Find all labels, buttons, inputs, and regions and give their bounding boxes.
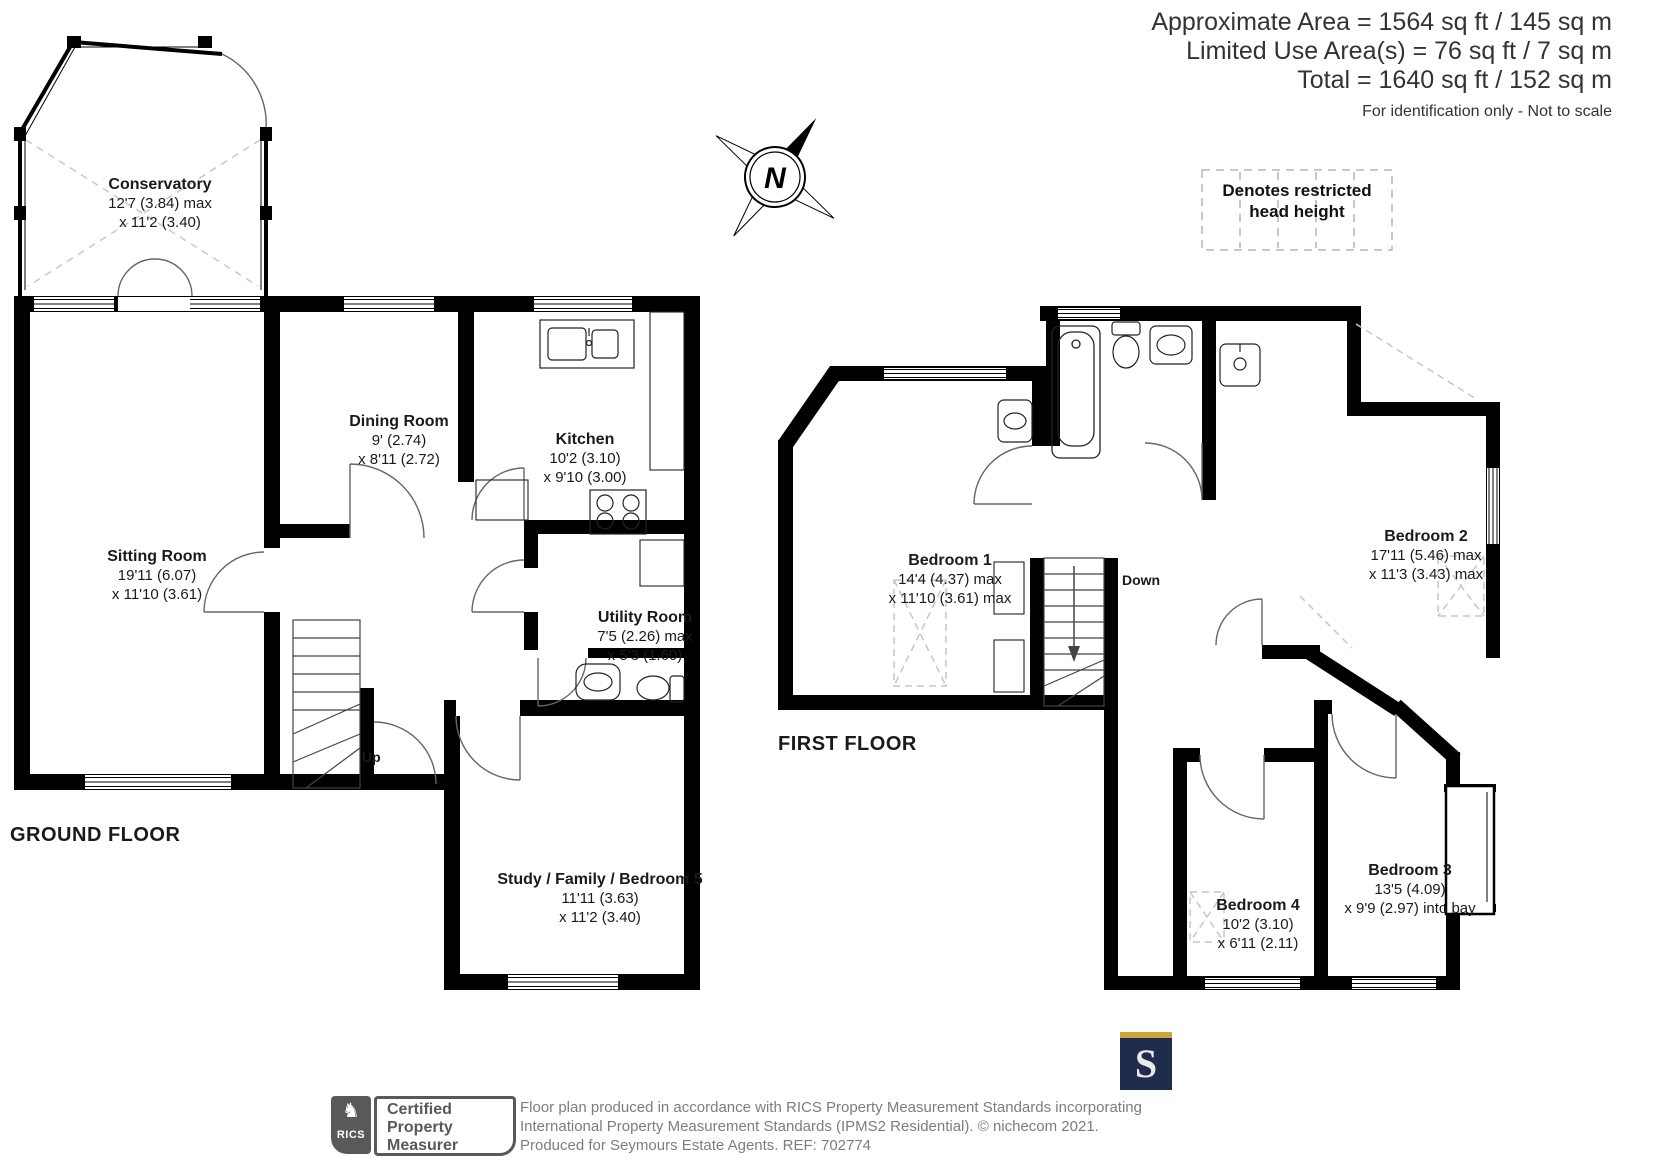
- kitchen-counter: [476, 312, 684, 520]
- room-label-bedroom1: Bedroom 1 14'4 (4.37) max x 11'10 (3.61) max: [888, 552, 1012, 607]
- conservatory-outline: [14, 36, 272, 296]
- footer: [0, 1041, 1664, 1170]
- bedroom1-vanity-sink-icon: [998, 400, 1032, 442]
- wc-toilet-icon: [637, 676, 684, 702]
- restricted-legend-label: Denotes restricted head height: [1222, 181, 1372, 221]
- seymours-logo: S: [1120, 1032, 1172, 1090]
- limited-use-area-text: Limited Use Area(s) = 76 sq ft / 7 sq m: [1186, 37, 1612, 65]
- credit-line-2: International Property Measurement Standards (IPMS2 Residential). © nichecom 2021.: [520, 1118, 1099, 1135]
- identification-note: For identification only - Not to scale: [1362, 103, 1612, 120]
- first-floor-title: FIRST FLOOR: [778, 733, 917, 755]
- ground-floor-title: GROUND FLOOR: [10, 824, 181, 846]
- stairs-down: [1044, 558, 1104, 706]
- toilet-icon: [1112, 322, 1140, 368]
- kitchen-sink-icon: [540, 320, 634, 368]
- stairs-up: [293, 620, 360, 788]
- stairs-up-label: Up: [362, 749, 381, 765]
- credit-line-1: Floor plan produced in accordance with RICS Property Measurement Standards incorporating: [520, 1099, 1142, 1116]
- credits-text: [520, 1098, 1142, 1155]
- area-summary: [1151, 8, 1612, 121]
- room-label-bedroom3: Bedroom 3 13'5 (4.09) x 9'9 (2.97) into bay: [1344, 862, 1476, 917]
- room-label-sitting-room: Sitting Room 19'11 (6.07) x 11'10 (3.61): [107, 548, 207, 603]
- compass-north-label: N: [764, 162, 786, 195]
- conservatory-door-arc: [222, 54, 266, 130]
- approximate-area-text: Approximate Area = 1564 sq ft / 145 sq m: [1151, 8, 1612, 36]
- room-label-bedroom4: Bedroom 4 10'2 (3.10) x 6'11 (2.11): [1216, 897, 1300, 952]
- certified-property-measurer-badge: Certified Property Measurer: [374, 1096, 516, 1156]
- room-label-dining-room: Dining Room 9' (2.74) x 8'11 (2.72): [349, 413, 449, 468]
- room-label-study-family-bedroom5: Study / Family / Bedroom 5 11'11 (3.63) x 11'2 (3.40): [497, 871, 703, 926]
- restricted-height-dashes: [894, 324, 1484, 942]
- utility-appliance: [640, 540, 684, 586]
- total-area-text: Total = 1640 sq ft / 152 sq m: [1297, 66, 1612, 94]
- rics-logo: ♞ RICS: [331, 1096, 371, 1154]
- stairs-down-label: Down: [1122, 572, 1161, 588]
- ground-floor-door-arcs: [118, 259, 586, 784]
- room-label-bedroom2: Bedroom 2 17'11 (5.46) max x 11'3 (3.43) max: [1368, 528, 1484, 583]
- seymours-logo-gold-bar: [1120, 1032, 1172, 1038]
- bathroom-sink-icon: [1150, 326, 1192, 364]
- rics-lion-icon: ♞: [342, 1100, 360, 1122]
- compass-icon: [675, 77, 876, 278]
- bedroom2-sink-icon: [1220, 344, 1260, 386]
- room-label-utility-room: Utility Room 7'5 (2.26) max x 5'3 (1.60): [597, 609, 693, 664]
- credit-line-3: Produced for Seymours Estate Agents. REF: 702774: [520, 1137, 872, 1154]
- wc-sink-icon: [576, 664, 620, 700]
- room-label-conservatory: Conservatory 12'7 (3.84) max x 11'2 (3.40): [108, 176, 212, 231]
- room-label-kitchen: Kitchen 10'2 (3.10) x 9'10 (3.00): [543, 431, 627, 486]
